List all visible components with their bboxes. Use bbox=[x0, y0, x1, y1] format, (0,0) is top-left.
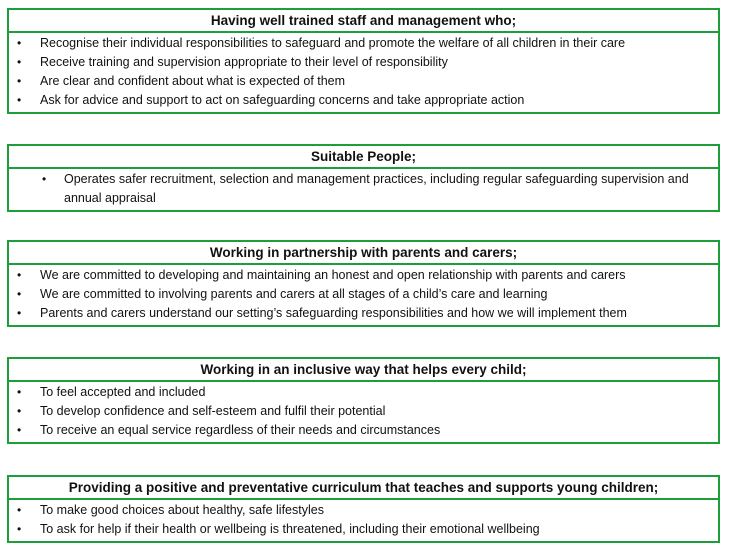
bullet-icon: • bbox=[17, 55, 22, 69]
list-item-text: To feel accepted and included bbox=[40, 385, 206, 399]
list-item bbox=[9, 266, 718, 285]
bullet-list bbox=[9, 169, 718, 210]
list-item-text: To make good choices about healthy, safe lifestyles bbox=[40, 503, 324, 517]
bullet-icon: • bbox=[17, 385, 22, 399]
bullet-list bbox=[9, 265, 718, 325]
list-item bbox=[9, 402, 718, 421]
bullet-list bbox=[9, 382, 718, 442]
list-item-text: Operates safer recruitment, selection and management practices, including regular safeguarding supervision and annual appraisal bbox=[64, 172, 689, 205]
list-item-text: We are committed to involving parents and carers at all stages of a child’s care and learning bbox=[40, 287, 548, 301]
list-item bbox=[9, 170, 718, 208]
list-item-text: Receive training and supervision appropriate to their level of responsibility bbox=[40, 55, 448, 69]
bullet-icon: • bbox=[17, 268, 22, 282]
bullet-icon: • bbox=[17, 522, 22, 536]
list-item bbox=[9, 53, 718, 72]
list-item-text: To ask for help if their health or wellbeing is threatened, including their emotional wellbeing bbox=[40, 522, 540, 536]
bullet-icon: • bbox=[17, 36, 22, 50]
list-item-text: Parents and carers understand our setting’s safeguarding responsibilities and how we will implement them bbox=[40, 306, 627, 320]
list-item-text: Are clear and confident about what is expected of them bbox=[40, 74, 346, 88]
bullet-icon: • bbox=[17, 503, 22, 517]
list-item-text: Recognise their individual responsibilities to safeguard and promote the welfare of all children in their care bbox=[40, 36, 626, 50]
bullet-icon: • bbox=[17, 93, 22, 107]
section-suitable-people bbox=[7, 144, 720, 212]
section-staff-management bbox=[7, 8, 720, 114]
bullet-list bbox=[9, 500, 718, 541]
bullet-icon: • bbox=[17, 74, 22, 88]
bullet-list bbox=[9, 33, 718, 112]
section-heading: Working in partnership with parents and carers; bbox=[9, 242, 718, 265]
section-heading: Having well trained staff and management who; bbox=[9, 10, 718, 33]
section-inclusive-way bbox=[7, 357, 720, 444]
section-preventative-curriculum bbox=[7, 475, 720, 543]
section-heading: Suitable People; bbox=[9, 146, 718, 169]
list-item bbox=[9, 91, 718, 110]
list-item bbox=[9, 285, 718, 304]
list-item-text: We are committed to developing and maintaining an honest and open relationship with parents and carers bbox=[40, 268, 626, 282]
list-item bbox=[9, 383, 718, 402]
list-item-text: To develop confidence and self-esteem and fulfil their potential bbox=[40, 404, 386, 418]
section-heading: Working in an inclusive way that helps every child; bbox=[9, 359, 718, 382]
list-item bbox=[9, 501, 718, 520]
list-item-text: To receive an equal service regardless of their needs and circumstances bbox=[40, 423, 441, 437]
section-heading: Providing a positive and preventative curriculum that teaches and supports young children; bbox=[9, 477, 718, 500]
list-item bbox=[9, 34, 718, 53]
bullet-icon: • bbox=[17, 404, 22, 418]
list-item-text: Ask for advice and support to act on safeguarding concerns and take appropriate action bbox=[40, 93, 525, 107]
bullet-icon: • bbox=[17, 287, 22, 301]
list-item bbox=[9, 520, 718, 539]
list-item bbox=[9, 421, 718, 440]
list-item bbox=[9, 72, 718, 91]
bullet-icon: • bbox=[17, 306, 22, 320]
list-item bbox=[9, 304, 718, 323]
bullet-icon: • bbox=[42, 172, 47, 186]
section-partnership-parents bbox=[7, 240, 720, 327]
bullet-icon: • bbox=[17, 423, 22, 437]
